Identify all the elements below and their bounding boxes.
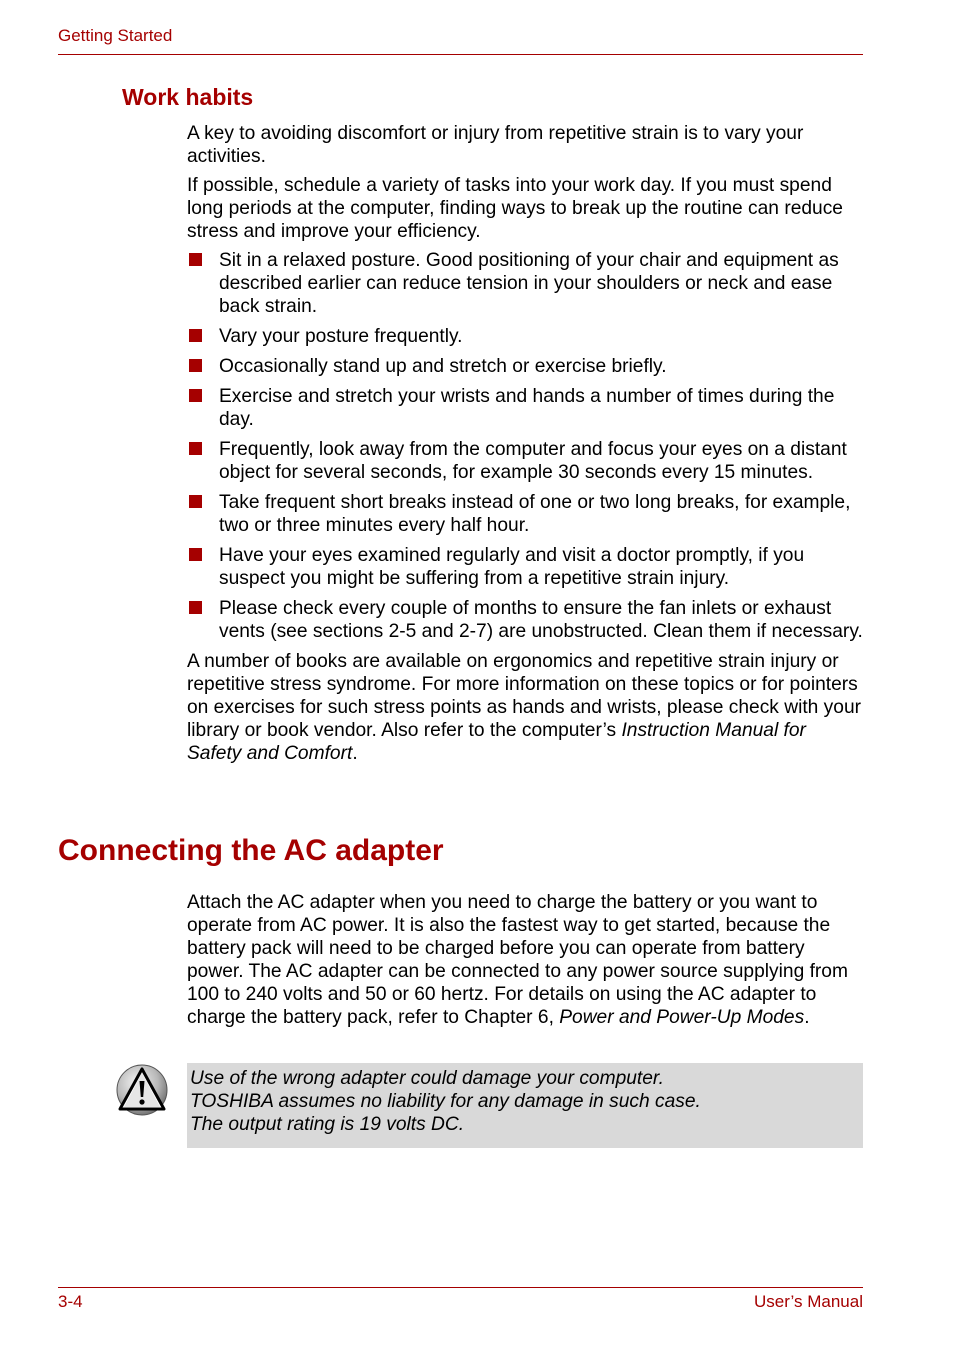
- list-item: [187, 385, 863, 431]
- bullet-square-icon: [189, 601, 202, 614]
- bullet-square-icon: [189, 359, 202, 372]
- list-item-text: Vary your posture frequently.: [219, 326, 463, 347]
- list-item: [187, 325, 863, 348]
- paragraph: If possible, schedule a variety of tasks into your work day. If you must spend long periods at the computer, finding ways to break up the routine can reduce stress and improve your efficiency.: [187, 175, 843, 242]
- bullet-square-icon: [189, 389, 202, 402]
- warning-line: TOSHIBA assumes no liability for any damage in such case.: [190, 1091, 701, 1112]
- list-item-text: Have your eyes examined regularly and visit a doctor promptly, if you suspect you might be suffering from a repetitive strain injury.: [219, 545, 805, 589]
- warning-line: The output rating is 19 volts DC.: [190, 1114, 465, 1135]
- ac-adapter-punctuation: .: [804, 1007, 810, 1028]
- list-item: [187, 355, 863, 378]
- bullet-square-icon: [189, 495, 202, 508]
- bullet-square-icon: [189, 442, 202, 455]
- list-item: [187, 438, 863, 484]
- chapter-reference: Power and Power-Up Modes: [559, 1007, 805, 1028]
- header-rule: [58, 54, 863, 55]
- ac-adapter-text: Attach the AC adapter when you need to charge the battery or you want to operate from AC power. It is also the fastest way to get started, because the battery pack will need to be charged before you can operate from battery power. The AC adapter can be connected to any power source supplying from 100 to 240 volts and 50 or 60 hertz. For details on using the AC adapter to charge the battery pack, refer to Chapter 6,: [187, 892, 848, 1028]
- warning-triangle-icon: [116, 1064, 168, 1116]
- footer-rule: [58, 1287, 863, 1288]
- paragraph: [187, 891, 863, 1029]
- work-habits-body: [187, 122, 863, 771]
- closing-punctuation: .: [352, 743, 358, 764]
- paragraph: A key to avoiding discomfort or injury from repetitive strain is to vary your activities.: [187, 123, 804, 167]
- list-item-text: Occasionally stand up and stretch or exercise briefly.: [219, 356, 667, 377]
- manual-title: User’s Manual: [754, 1292, 863, 1311]
- section-heading-ac-adapter: Connecting the AC adapter: [58, 834, 444, 867]
- list-item: [187, 491, 863, 537]
- bullet-square-icon: [189, 253, 202, 266]
- warning-line: Use of the wrong adapter could damage your computer.: [190, 1068, 664, 1089]
- list-item-text: Frequently, look away from the computer and focus your eyes on a distant object for several seconds, for example 30 seconds every 15 minutes.: [219, 439, 847, 483]
- list-item: [187, 544, 863, 590]
- ac-adapter-body: [187, 891, 863, 1035]
- warning-note: [187, 1063, 863, 1148]
- list-item-text: Sit in a relaxed posture. Good positioning of your chair and equipment as described earlier can reduce tension in your shoulders or neck and ease back strain.: [219, 250, 839, 317]
- list-item-text: Exercise and stretch your wrists and hands a number of times during the day.: [219, 386, 835, 430]
- running-head: Getting Started: [58, 26, 173, 45]
- bullet-square-icon: [189, 548, 202, 561]
- list-item-text: Please check every couple of months to ensure the fan inlets or exhaust vents (see sections 2-5 and 2-7) are unobstructed. Clean them if necessary.: [219, 598, 863, 642]
- list-item-text: Take frequent short breaks instead of one or two long breaks, for example, two or three minutes every half hour.: [219, 492, 851, 536]
- closing-text: A number of books are available on ergonomics and repetitive strain injury or repetitive stress syndrome. For more information on these topics or for pointers on exercises for such stress points as hands and wrists, please check with your library or book vendor. Also refer to the computer’s: [187, 651, 862, 741]
- paragraph: [187, 650, 863, 765]
- manual-reference: Instruction Manual for Safety and Comfort: [187, 720, 806, 764]
- list-item: [187, 597, 863, 643]
- section-heading-work-habits: Work habits: [122, 84, 254, 110]
- list-item: [187, 249, 863, 318]
- work-habits-list: [187, 249, 863, 643]
- page-number: 3-4: [58, 1292, 83, 1311]
- bullet-square-icon: [189, 329, 202, 342]
